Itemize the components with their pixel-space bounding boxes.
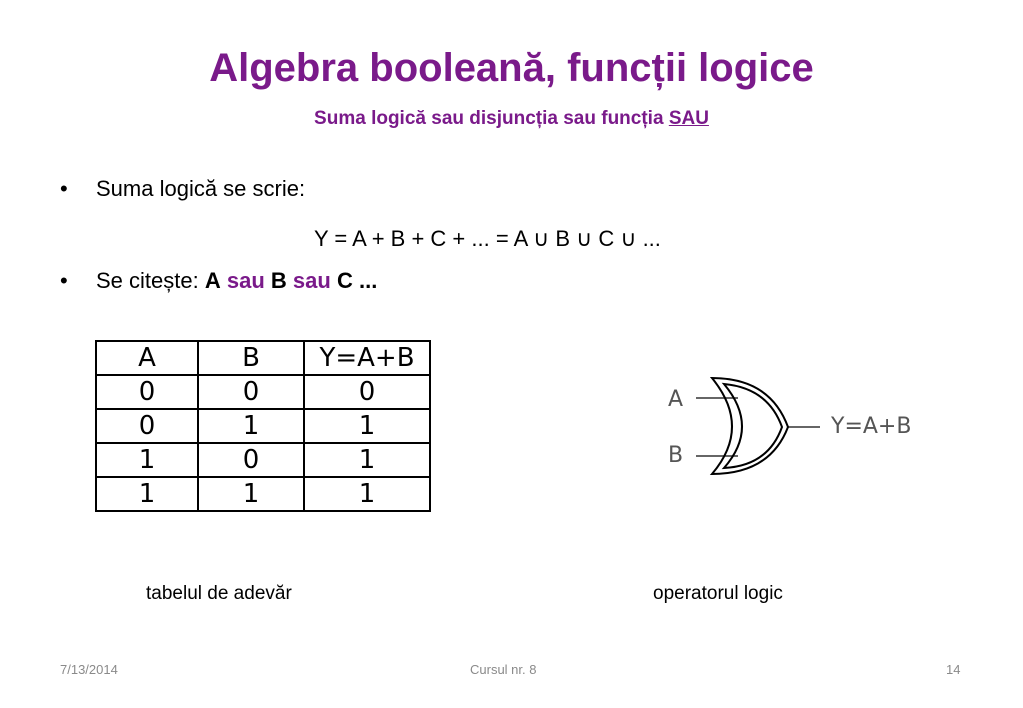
table-cell: 1 bbox=[96, 477, 198, 511]
table-row bbox=[96, 443, 430, 477]
caption-gate: operatorul logic bbox=[653, 583, 783, 604]
table-cell: 0 bbox=[96, 375, 198, 409]
table-cell: 1 bbox=[96, 443, 198, 477]
table-cell: 1 bbox=[198, 409, 304, 443]
table-cell: 0 bbox=[96, 409, 198, 443]
header-y: Y=A+B bbox=[304, 341, 430, 375]
table-header-row bbox=[96, 341, 430, 375]
gate-input-b: B bbox=[668, 443, 684, 468]
table-row bbox=[96, 477, 430, 511]
header-b: B bbox=[198, 341, 304, 375]
reading-c: C ... bbox=[336, 268, 378, 293]
bullet-2-prefix: Se citește: bbox=[96, 268, 199, 293]
table-cell: 1 bbox=[198, 477, 304, 511]
footer-date: 7/13/2014 bbox=[60, 662, 118, 677]
table-cell: 0 bbox=[198, 375, 304, 409]
or-gate-icon bbox=[690, 370, 830, 480]
table-cell: 0 bbox=[198, 443, 304, 477]
table-cell: 0 bbox=[304, 375, 430, 409]
bullet-1-text: Suma logică se scrie: bbox=[96, 176, 306, 201]
slide-title: Algebra booleană, funcții logice bbox=[209, 46, 814, 90]
caption-truth-table: tabelul de adevăr bbox=[146, 583, 292, 604]
gate-input-a: A bbox=[668, 387, 684, 412]
reading-sau-1: sau bbox=[226, 268, 265, 293]
or-gate-outer bbox=[712, 378, 788, 474]
bullet-1 bbox=[60, 176, 305, 202]
footer-course: Cursul nr. 8 bbox=[470, 662, 537, 677]
table-row bbox=[96, 409, 430, 443]
bullet-dot-icon: • bbox=[60, 176, 68, 201]
footer-page: 14 bbox=[946, 662, 961, 677]
truth-table bbox=[95, 340, 431, 512]
slide-subtitle bbox=[0, 108, 1023, 130]
table-cell: 1 bbox=[304, 477, 430, 511]
bullet-2 bbox=[60, 268, 377, 294]
bullet-dot-icon: • bbox=[60, 268, 68, 293]
table-row bbox=[96, 375, 430, 409]
table-cell: 1 bbox=[304, 443, 430, 477]
header-a: A bbox=[96, 341, 198, 375]
reading-a: A bbox=[204, 268, 221, 293]
subtitle-highlight: SAU bbox=[668, 108, 709, 129]
gate-output: Y=A+B bbox=[831, 414, 912, 439]
reading-sau-2: sau bbox=[292, 268, 331, 293]
subtitle-text: Suma logică sau disjuncția sau funcția bbox=[314, 108, 664, 129]
table-cell: 1 bbox=[304, 409, 430, 443]
formula: Y = A + B + C + ... = A ∪ B ∪ C ∪ ... bbox=[314, 226, 661, 251]
reading-b: B bbox=[270, 268, 287, 293]
